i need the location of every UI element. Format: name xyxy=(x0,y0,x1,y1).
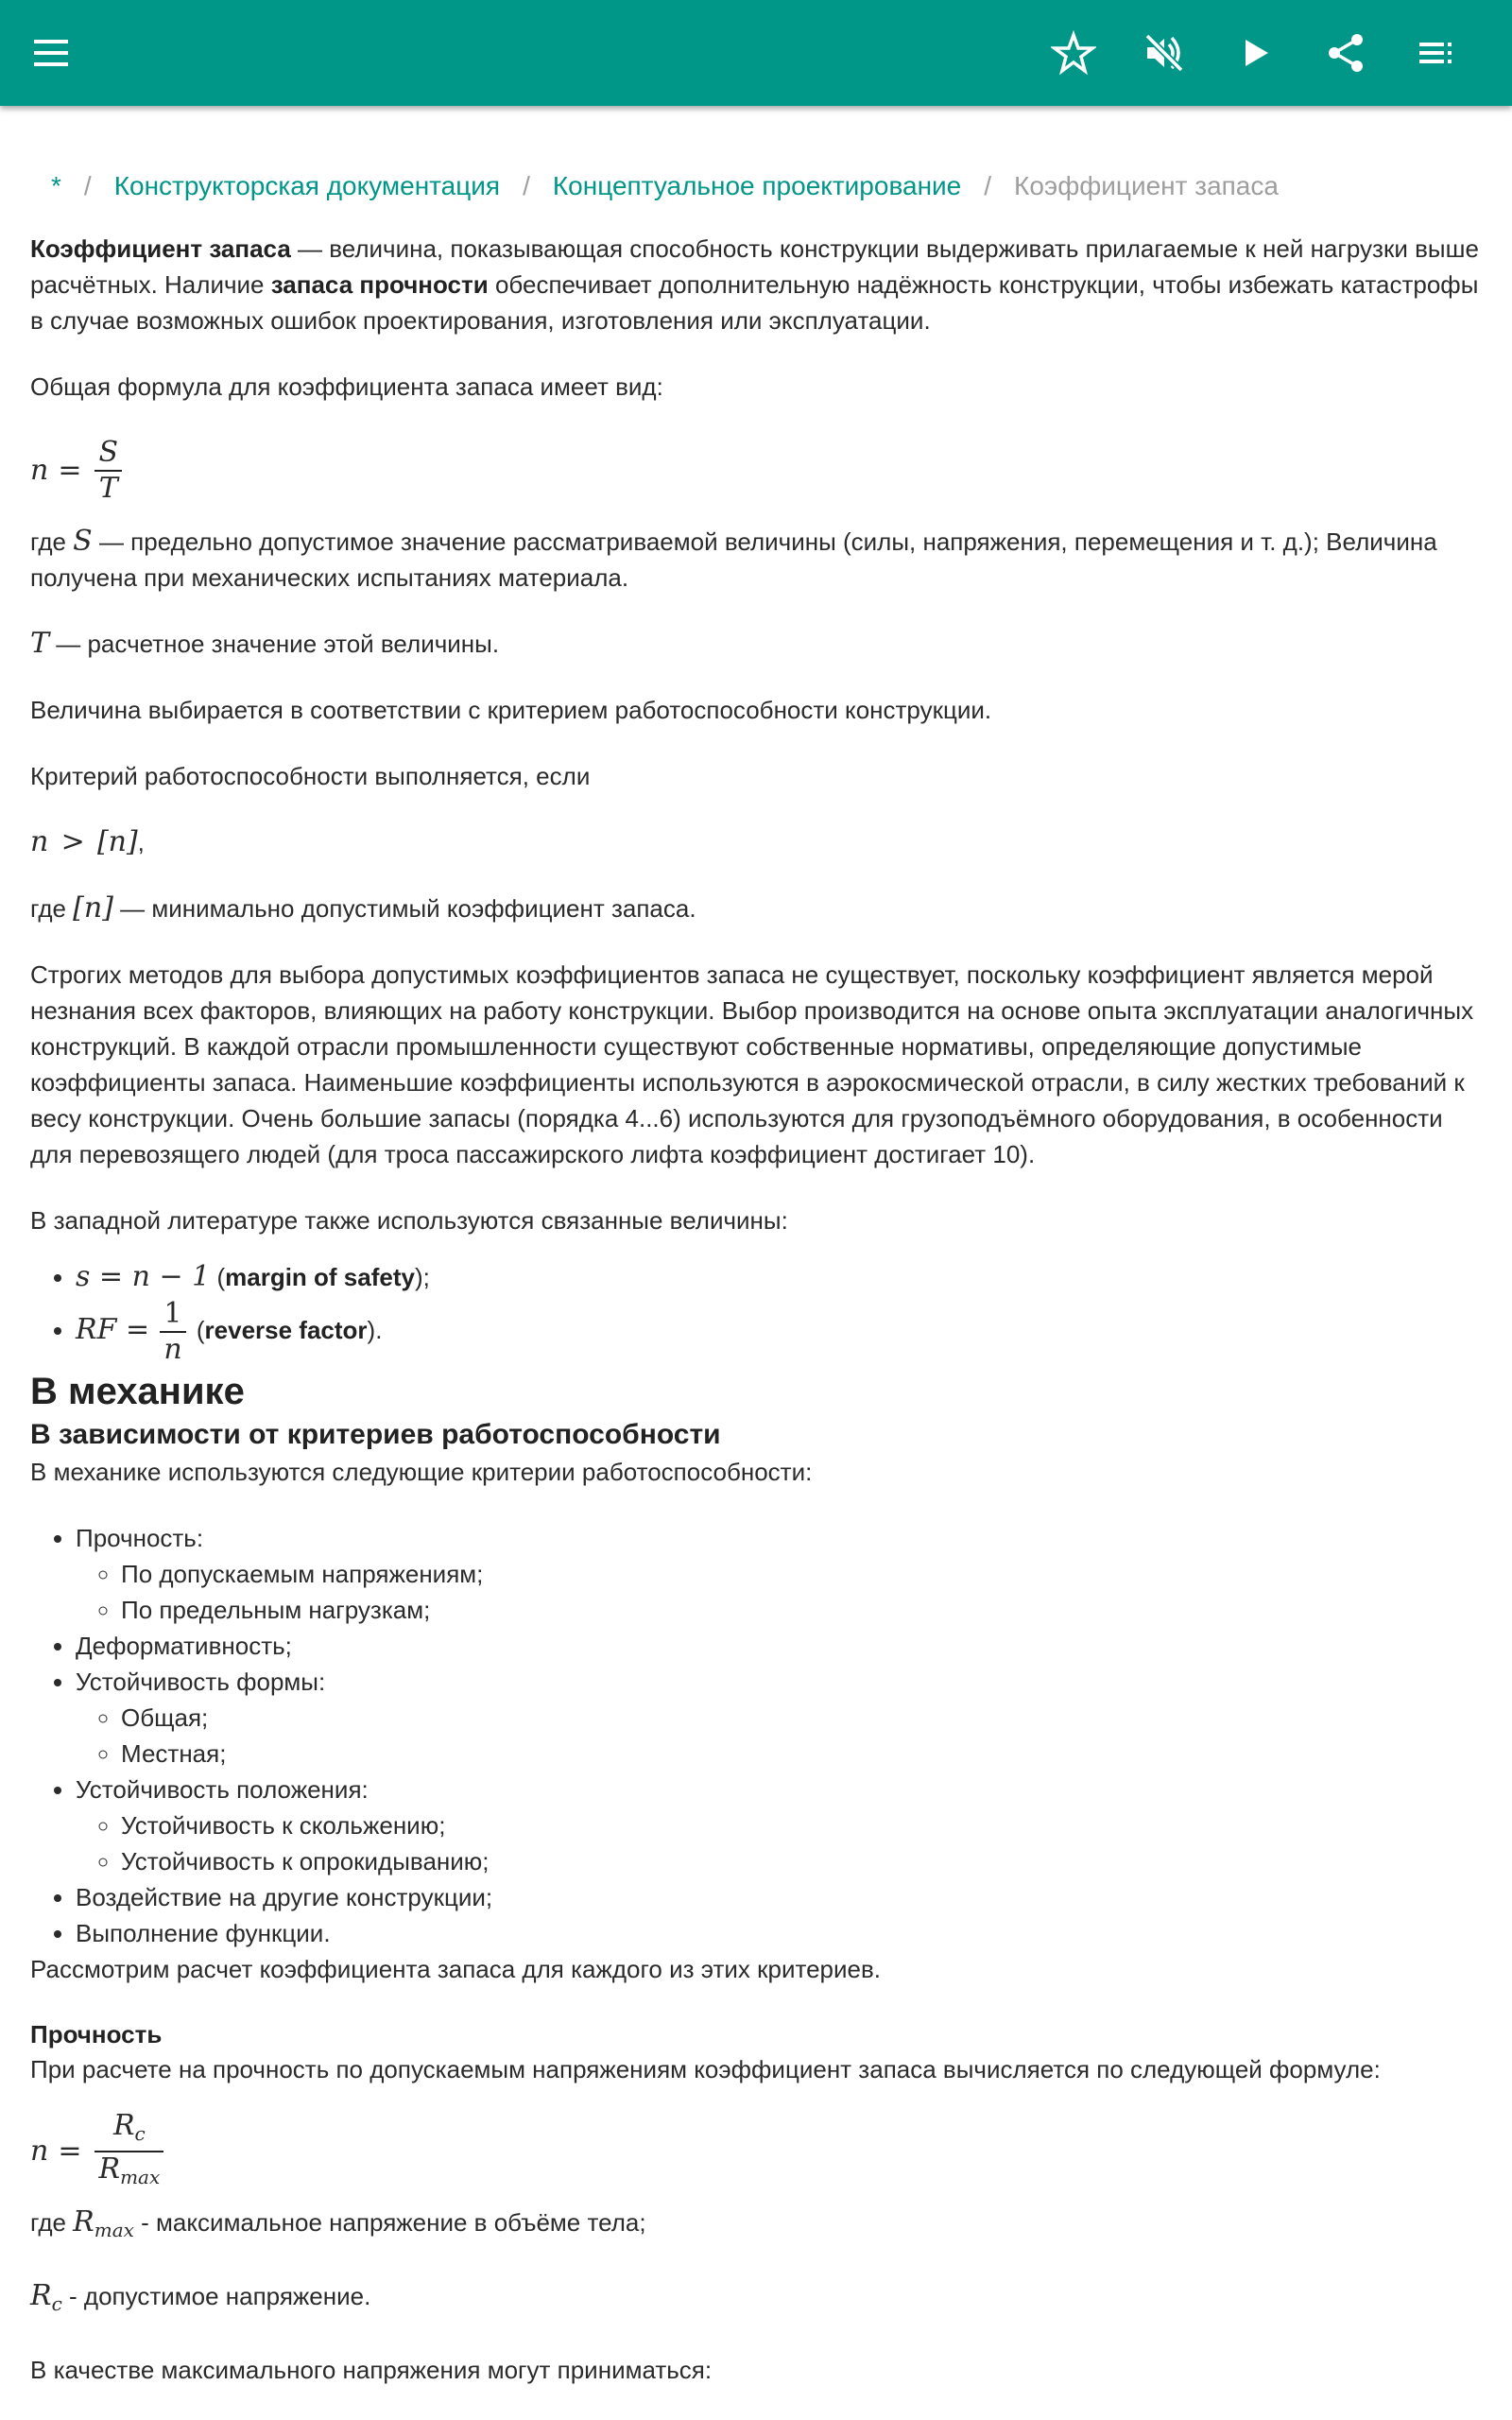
menu-icon[interactable] xyxy=(30,30,76,76)
formula-margin: s = n − 1 xyxy=(76,1260,211,1293)
playlist-icon[interactable] xyxy=(1414,30,1459,76)
subscript-c: c xyxy=(134,2122,146,2145)
where-n-paragraph xyxy=(30,890,1486,926)
formula-lhs: n xyxy=(30,2135,49,2168)
formula-n-equals-s-over-t xyxy=(30,433,1486,509)
subscript-max: max xyxy=(120,2166,161,2189)
list-item xyxy=(76,1915,1486,1951)
paren-open: ( xyxy=(210,1263,226,1291)
formula-equals: = xyxy=(58,2135,82,2168)
strength-text: При расчете на прочность по допускаемым напряжениям коэффициент запаса вычисляется по следующей формуле: xyxy=(30,2055,1381,2083)
where-rmax-paragraph xyxy=(30,2204,1486,2248)
breadcrumb xyxy=(51,168,1486,204)
fraction xyxy=(94,2109,163,2194)
list-item xyxy=(76,1879,1486,1915)
where-n-text: — минимально допустимый коэффициент запаса. xyxy=(112,894,696,923)
criterion-label: Устойчивость формы: xyxy=(76,1668,326,1696)
formula-tail: , xyxy=(137,828,145,856)
list-item xyxy=(76,1772,1486,1879)
sublist xyxy=(76,1807,1486,1879)
list-item xyxy=(76,1297,1486,1367)
fraction xyxy=(94,436,122,506)
subsection-heading-criteria: В зависимости от критериев работоспособности xyxy=(30,1419,721,1450)
where-t-paragraph xyxy=(30,626,1486,662)
intro-text-1: — величина, показывающая способность конструкции выдерживать прилагаемые к ней нагрузки выше расчётных. Наличие xyxy=(30,234,1479,299)
criterion-label: Выполнение функции. xyxy=(76,1919,331,1947)
paren-close: ). xyxy=(367,1315,383,1344)
fraction-denominator xyxy=(94,2152,163,2194)
fraction-denominator: n xyxy=(163,1333,182,1366)
var-t: T xyxy=(30,627,50,660)
formula-rhs: [n] xyxy=(96,825,138,858)
formula-lhs: n xyxy=(30,825,49,858)
play-icon[interactable] xyxy=(1232,30,1278,76)
where-s-paragraph xyxy=(30,524,1486,596)
strength-heading: Прочность xyxy=(30,2020,163,2048)
where-prefix: где xyxy=(30,527,74,556)
volume-off-icon[interactable] xyxy=(1142,30,1187,76)
where-t-text: — расчетное значение этой величины. xyxy=(49,630,500,658)
var-r: R xyxy=(30,2279,52,2313)
fraction xyxy=(160,1297,185,1367)
methods-paragraph: Строгих методов для выбора допустимых коэффициентов запаса не существует, поскольку коэффициент является мерой незнания всех факторов, влияющих на работу конструкции. Выбор производится на основе опыта эксплуатации аналогичных конструкций. В каждой отрасли промышленности существуют собственные нормативы, определяющие допустимые коэффициенты запаса. Наименьшие коэффициенты используются в аэрокосмической отрасли, в силу жестких требований к весу конструкции. Очень большие запасы (порядка 4...6) используются для грузоподъёмного оборудования, в особенности для перевозящего людей (для троса пассажирского лифта коэффициент достигает 10). xyxy=(30,960,1474,1168)
formula-n-greater-than-n xyxy=(30,824,1486,860)
subscript-max: max xyxy=(94,2219,134,2242)
var-r: R xyxy=(112,2108,135,2142)
criterion-label: Деформативность; xyxy=(76,1632,292,1660)
where-rc-paragraph xyxy=(30,2278,1486,2322)
var-n-min: [n] xyxy=(73,891,113,925)
sublist xyxy=(76,1556,1486,1628)
paren-open: ( xyxy=(189,1315,205,1344)
list-item: ◦ Устойчивость к опрокидыванию; xyxy=(121,1843,1486,1879)
where-rc-text: - допустимое напряжение. xyxy=(61,2282,371,2311)
fraction-numerator: S xyxy=(94,436,122,472)
max-stress-intro: В качестве максимального напряжения могут приниматься: xyxy=(30,2356,713,2385)
term-safety-factor: Коэффициент запаса xyxy=(30,234,291,263)
related-quantities-list xyxy=(30,1259,1486,1367)
sublist xyxy=(76,1700,1486,1772)
criterion-label: Устойчивость положения: xyxy=(76,1775,369,1804)
where-prefix: где xyxy=(30,894,74,923)
criteria-list xyxy=(30,1520,1486,1951)
fraction-denominator: T xyxy=(98,472,118,505)
var-r: R xyxy=(98,2152,121,2186)
app-bar xyxy=(0,0,1512,106)
list-item: ◦ Общая; xyxy=(121,1700,1486,1736)
breadcrumb-link-design-docs[interactable]: Конструкторская документация xyxy=(113,171,501,200)
fraction-numerator xyxy=(94,2109,163,2152)
list-item xyxy=(76,1664,1486,1772)
var-r: R xyxy=(73,2205,94,2238)
formula-operator: > xyxy=(60,825,85,858)
breadcrumb-separator: / xyxy=(523,171,530,200)
criterion-label: Воздействие на другие конструкции; xyxy=(76,1883,493,1911)
fraction-numerator: 1 xyxy=(160,1297,185,1333)
breadcrumb-separator: / xyxy=(984,171,992,200)
term-margin-of-safety: margin of safety xyxy=(225,1263,415,1291)
general-formula-intro: Общая формула для коэффициента запаса имеет вид: xyxy=(30,372,663,401)
list-item: ◦ По предельным нагрузкам; xyxy=(121,1592,1486,1628)
term-reverse-factor: reverse factor xyxy=(204,1315,368,1344)
list-item xyxy=(76,1259,1486,1295)
paren-close: ); xyxy=(414,1263,430,1291)
chosen-paragraph: Величина выбирается в соответствии с критерием работоспособности конструкции. xyxy=(30,696,992,724)
formula-n-equals-rc-over-rmax xyxy=(30,2108,1486,2195)
intro-text-2: обеспечивает дополнительную надёжность конструкции, чтобы избежать катастрофы в случае возможных ошибок проектирования, изготовления или эксплуатации. xyxy=(30,270,1479,335)
criterion-paragraph: Критерий работоспособности выполняется, если xyxy=(30,762,591,790)
star-icon[interactable] xyxy=(1051,30,1096,76)
criteria-intro: В механике используются следующие критерии работоспособности: xyxy=(30,1458,813,1486)
share-icon[interactable] xyxy=(1323,30,1368,76)
list-item: ◦ Местная; xyxy=(121,1736,1486,1772)
formula-rf-lhs: RF = xyxy=(76,1312,150,1346)
formula-lhs: n xyxy=(30,454,49,487)
var-s: S xyxy=(73,525,93,558)
list-item: ◦ Устойчивость к скольжению; xyxy=(121,1807,1486,1843)
consider-paragraph: Рассмотрим расчет коэффициента запаса для каждого из этих критериев. xyxy=(30,1955,882,1983)
list-item xyxy=(76,1628,1486,1664)
western-intro: В западной литературе также используются связанные величины: xyxy=(30,1206,788,1235)
breadcrumb-separator: / xyxy=(83,171,92,200)
list-item xyxy=(76,1520,1486,1628)
intro-paragraph xyxy=(30,231,1486,338)
term-strength-margin: запаса прочности xyxy=(270,270,489,299)
breadcrumb-home-link[interactable]: * xyxy=(51,171,61,200)
section-heading-mechanics: В механике xyxy=(30,1371,245,1412)
formula-equals: = xyxy=(58,454,82,487)
subscript-c: c xyxy=(51,2292,62,2316)
where-rmax-text: - максимальное напряжение в объёме тела; xyxy=(133,2208,646,2237)
where-s-text: — предельно допустимое значение рассматриваемой величины (силы, напряжения, перемещения и т. д.); Величина получена при механических испытаниях материала. xyxy=(30,527,1437,592)
where-prefix: где xyxy=(30,2208,74,2237)
breadcrumb-current: Коэффициент запаса xyxy=(1014,171,1279,200)
criterion-label: Прочность: xyxy=(76,1524,204,1552)
article-content xyxy=(30,106,1486,2388)
breadcrumb-link-conceptual-design[interactable]: Концептуальное проектирование xyxy=(552,171,962,200)
list-item: ◦ По допускаемым напряжениям; xyxy=(121,1556,1486,1592)
